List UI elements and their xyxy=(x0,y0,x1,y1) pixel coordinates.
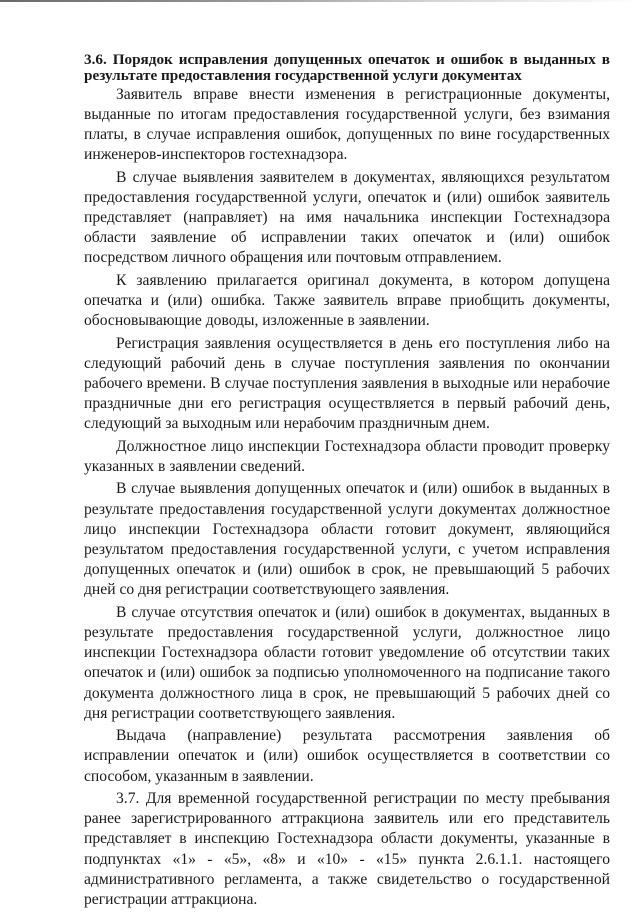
paragraph: Должностное лицо инспекции Гостехнадзора области проводит проверку указанных в заявлении сведений. xyxy=(84,437,610,475)
paragraph: Заявитель вправе внести изменения в регистрационные документы, выданные по итогам предоставления государственной услуги, без взимания платы, в случае исправления ошибок, допущенных по вине государственных инженеров-инспекторов гостехнадзора. xyxy=(84,85,610,164)
scan-top-edge xyxy=(0,0,640,2)
paragraph: К заявлению прилагается оригинал документа, в котором допущена опечатка и (или) ошибка. Также заявитель вправе приобщить документы, обосновывающие доводы, изложенные в заявлении. xyxy=(84,271,610,330)
section-heading: 3.6. Порядок исправления допущенных опечаток и ошибок в выданных в результате предоставления государственной услуги документах xyxy=(84,51,610,84)
paragraph: 3.7. Для временной государственной регистрации по месту пребывания ранее зарегистрированного аттракциона заявитель или его представитель представляет в инспекцию Гостехнадзора области документы, указанные в подпунктах «1» - «5», «8» и «10» - «15» пункта 2.6.1.1. настоящего административного регламента, а также свидетельство о государственной регистрации аттракциона. xyxy=(84,790,610,909)
paragraph: В случае отсутствия опечаток и (или) ошибок в документах, выданных в результате предоставления государственной услуги, должностное лицо инспекции Гостехнадзора области готовит уведомление об отсутствии таких опечаток и (или) ошибок за подписью уполномоченного на подписание такого документа должностного лица в срок, не превышающий 5 рабочих дней со дня регистрации соответствующего заявления. xyxy=(84,603,610,722)
paragraph: Регистрация заявления осуществляется в день его поступления либо на следующий рабочий день в случае поступления заявления по окончании рабочего времени. В случае поступления заявления в выходные или нерабочие праздничные дни его регистрация осуществляется в первый рабочий день, следующий за выходным или нерабочим праздничным днем. xyxy=(84,334,610,433)
paragraph: В случае выявления заявителем в документах, являющихся результатом предоставления государственной услуги, опечаток и (или) ошибок заявитель представляет (направляет) на имя начальника инспекции Гостехнадзора области заявление об исправлении таких опечаток и (или) ошибок посредством личного обращения или почтовым отправлением. xyxy=(84,168,610,267)
document-page xyxy=(84,52,610,912)
paragraph: Выдача (направление) результата рассмотрения заявления об исправлении опечаток и (или) ошибок осуществляется в соответствии со способом, указанным в заявлении. xyxy=(84,727,610,785)
paragraph: В случае выявления допущенных опечаток и (или) ошибок в выданных в результате предоставления государственной услуги документах должностное лицо инспекции Гостехнадзора области готовит документ, являющийся результатом предоставления государственной услуги, с учетом исправления допущенных опечаток и (или) ошибок в срок, не превышающий 5 рабочих дней со дня регистрации соответствующего заявления. xyxy=(84,480,610,599)
